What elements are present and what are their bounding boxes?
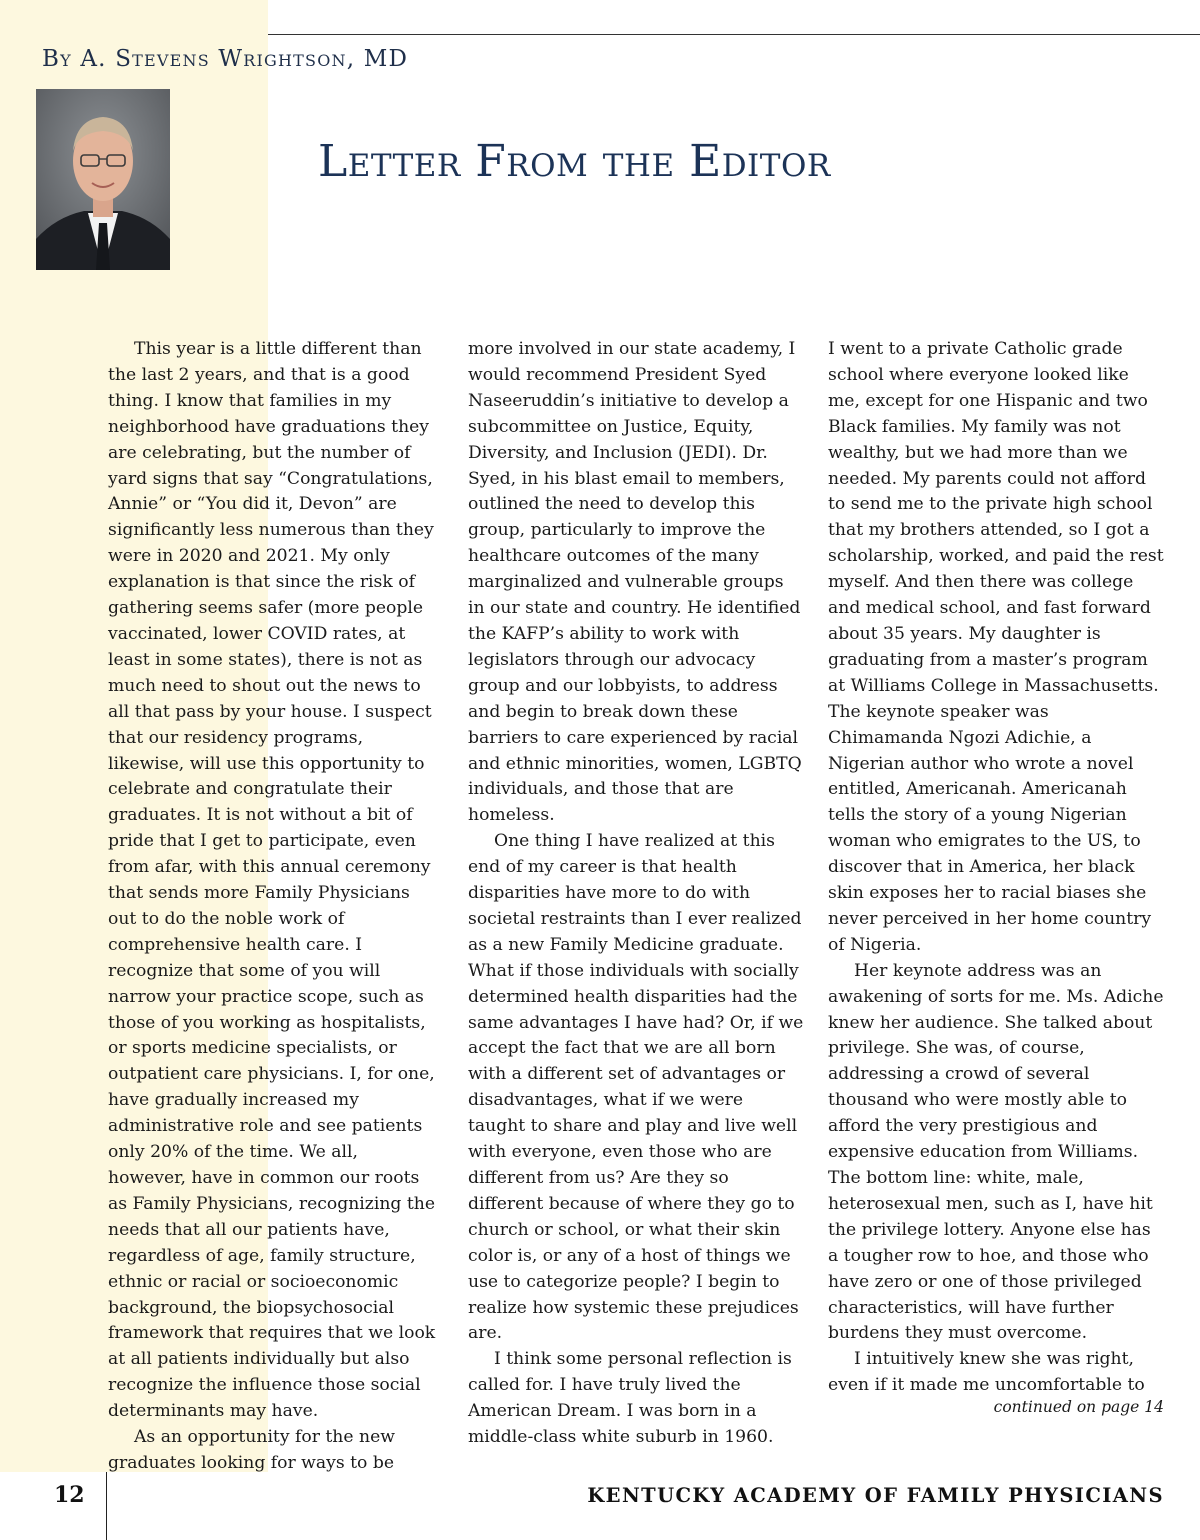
text-column-2 [468,337,804,1451]
continued-note: continued on page 14 [993,1398,1164,1416]
paragraph: I went to a private Catholic grade school where everyone looked like me, except for one Hispanic and two Black families. My family was not wealthy, but we had more than we needed. My parents could not afford to send me to the private high school that my brothers attended, so I got a scholarship, worked, and paid the rest myself. And then there was college and medical school, and fast forward about 35 years. My daughter is graduating from a master’s program at Williams College in Massachusetts. The keynote speaker was Chimamanda Ngozi Adichie, a Nigerian author who wrote a novel entitled, Americanah. Americanah tells the story of a young Nigerian woman who emigrates to the US, to discover that in America, her black skin exposes her to racial biases she never perceived in her home country of Nigeria. [828,339,1164,955]
article-title: Letter From the Editor [318,136,831,187]
paragraph: One thing I have realized at this end of my career is that health disparities have more to do with societal restraints than I ever realized as a new Family Medicine graduate. What if those individuals with socially determined health disparities had the same advantages I have had? Or, if we accept the fact that we are all born with a different set of advantages or disadvantages, what if we were taught to share and play and live well with everyone, even those who are different from us? Are they so different because of where they go to church or school, or what their skin color is, or any of a host of things we use to categorize people? I begin to realize how systemic these prejudices are. [468,831,804,1344]
paragraph: more involved in our state academy, I would recommend President Syed Naseeruddin’s initiative to develop a subcommittee on Justice, Equity, Diversity, and Inclusion (JEDI). Dr. Syed, in his blast email to members, outlined the need to develop this group, particularly to improve the healthcare outcomes of the many marginalized and vulnerable groups in our state and country. He identified the KAFP’s ability to work with legislators through our advocacy group and our lobbyists, to address and begin to break down these barriers to care experienced by racial and ethnic minorities, women, LGBTQ individuals, and those that are homeless. [468,339,802,826]
page-number: 12 [54,1482,85,1508]
author-photo [36,89,170,270]
header-rule [268,34,1200,35]
author-portrait-illustration [36,89,170,270]
paragraph: I intuitively knew she was right, even if it made me uncomfortable to [828,1349,1145,1396]
footer-organization: KENTUCKY ACADEMY OF FAMILY PHYSICIANS [587,1484,1164,1507]
paragraph: This year is a little different than the last 2 years, and that is a good thing. I know that families in my neighborhood have graduations they are celebrating, but the number of yard signs that say “Congratulations, Annie” or “You did it, Devon” are significantly less numerous than they were in 2020 and 2021. My only explanation is that since the risk of gathering seems safer (more people vaccinated, lower COVID rates, at least in some states), there is not as much need to shout out the news to all that pass by your house. I suspect that our residency programs, likewise, will use this opportunity to celebrate and congratulate their graduates. It is not without a bit of pride that I get to participate, even from afar, with this annual ceremony that sends more Family Physicians out to do the noble work of comprehensive health care. I recognize that some of you will narrow your practice scope, such as those of you working as hospitalists, or sports medicine specialists, or outpatient care physicians. I, for one, have gradually increased my administrative role and see patients only 20% of the time. We all, however, have in common our roots as Family Physicians, recognizing the needs that all our patients have, regardless of age, family structure, ethnic or racial or socioeconomic background, the biopsychosocial framework that requires that we look at all patients individually but also recognize the influence those social determinants may have. [108,339,436,1422]
paragraph: I think some personal reflection is called for. I have truly lived the American Dream. I was born in a middle-class white suburb in 1960. [468,1349,792,1448]
text-column-3 [828,337,1164,1399]
text-column-1 [108,337,441,1477]
paragraph: Her keynote address was an awakening of sorts for me. Ms. Adiche knew her audience. She talked about privilege. She was, of course, addressing a crowd of several thousand who were mostly able to afford the very prestigious and expensive education from Williams. The bottom line: white, male, heterosexual men, such as I, have hit the privilege lottery. Anyone else has a tougher row to hoe, and those who have zero or one of those privileged characteristics, will have further burdens they must overcome. [828,960,1164,1344]
author-byline: By A. Stevens Wrightson, MD [42,46,409,72]
paragraph: As an opportunity for the new graduates looking for ways to be [108,1427,395,1473]
footer-divider [106,1472,107,1540]
